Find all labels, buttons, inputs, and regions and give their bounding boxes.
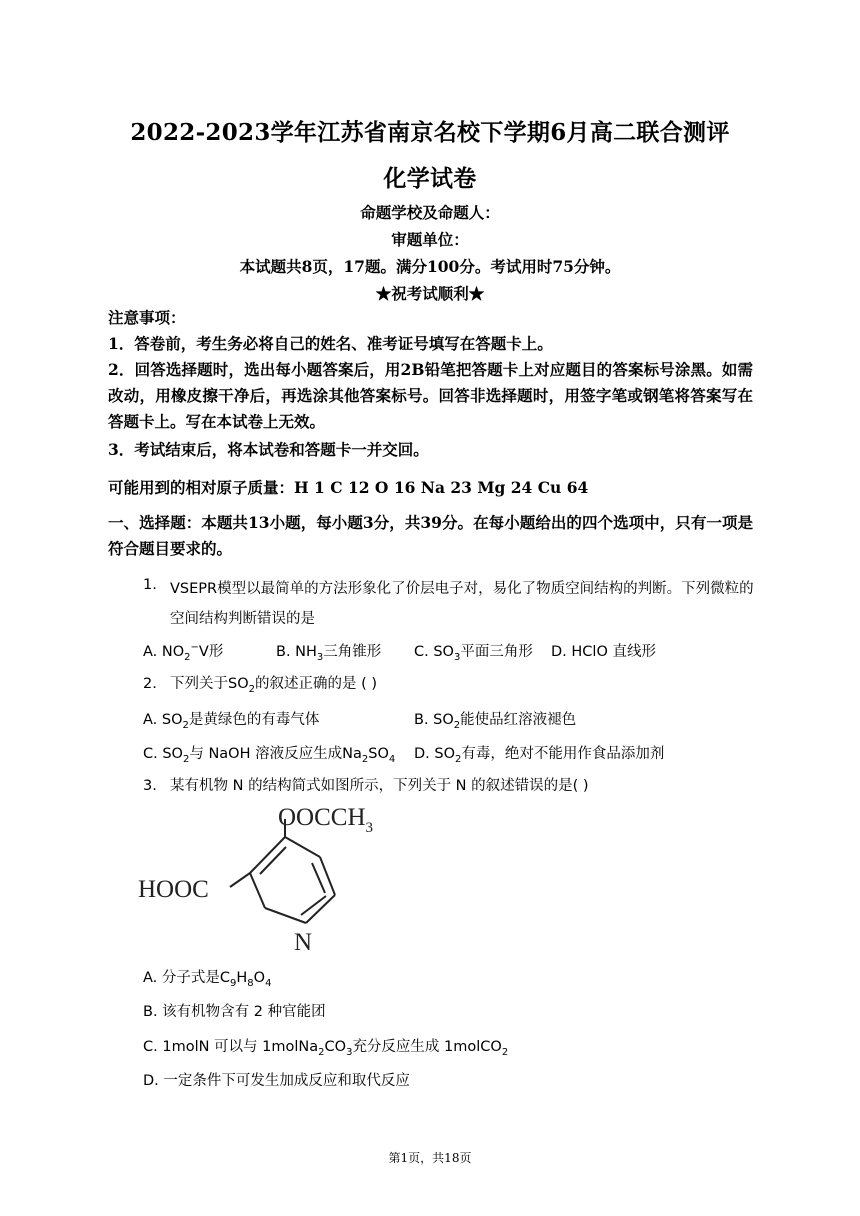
q2-c-formula: SO	[162, 746, 183, 762]
q1-b-label: B.	[276, 644, 291, 660]
q2-d-sub: 2	[455, 753, 462, 765]
section-1-heading: 一、选择题：本题共13小题，每小题3分，共39分。在每小题给出的四个选项中，只有一项是符合题目要求的。	[108, 513, 753, 558]
notes-heading: 注意事项：	[108, 308, 186, 327]
q1-option-c	[414, 640, 533, 663]
q3-stem: 某有机物 N 的结构简式如图所示，下列关于 N 的叙述错误的是( )	[170, 778, 589, 794]
q3-b-label: B.	[143, 1004, 158, 1020]
bond-inner-3	[312, 863, 325, 893]
notes-item-3: 3．考试结束后，将本试卷和答题卡一并交回。	[108, 440, 429, 459]
bond-right	[320, 857, 335, 895]
bond-to-acid	[230, 873, 250, 887]
molecule-nitrogen: N	[294, 929, 313, 956]
q2-number: 2.	[143, 676, 157, 692]
q3-c-sub1: 2	[318, 1046, 325, 1058]
q1-b-text: 三角锥形	[323, 644, 382, 660]
notes-item-1: 1．答卷前，考生务必将自己的姓名、准考证号填写在答题卡上。	[108, 334, 553, 353]
q1-b-formula: NH	[295, 644, 317, 660]
q2-c-sub3: 4	[388, 753, 396, 765]
q2-c-sub2: 2	[361, 753, 369, 765]
q2-option-d	[414, 742, 664, 765]
bond-bottom-left	[265, 908, 306, 923]
q2-c-formula2: Na	[342, 746, 362, 762]
q3-a-sub2: 8	[247, 977, 254, 989]
q3-c-label: C.	[143, 1039, 158, 1055]
q3-option-a	[143, 966, 271, 989]
q2-stem-formula: SO	[228, 676, 249, 692]
q1-d-label: D.	[551, 644, 567, 660]
q2-c-mid: 与 NaOH 溶液反应生成	[189, 746, 343, 762]
q2-option-a	[143, 708, 319, 731]
bond-top-right	[285, 837, 320, 857]
q1-a-sup: −	[190, 642, 199, 654]
q3-a-label: A.	[143, 970, 158, 986]
exam-info: 本试题共8页，17题。满分100分。考试用时75分钟。	[239, 257, 621, 276]
exam-wish: ★祝考试顺利★	[375, 284, 485, 303]
q2-option-b	[414, 708, 576, 731]
exam-title: 2022-2023学年江苏省南京名校下学期6月高二联合测评	[130, 119, 730, 146]
notes-item-2: 2．回答选择题时，选出每小题答案后，用2B铅笔把答题卡上对应题目的答案标号涂黑。如需改动，用橡皮擦干净后，再选涂其他答案标号。回答非选择题时，用签字笔或钢笔将答案写在答题卡上。写在本试卷上无效。	[108, 360, 753, 431]
q1-a-label: A.	[143, 644, 158, 660]
atomic-masses: 可能用到的相对原子质量：H 1 C 12 O 16 Na 23 Mg 24 Cu 64	[108, 478, 589, 497]
bond-inner-2	[260, 847, 286, 874]
q2-d-text: 有毒，绝对不能用作食品添加剂	[461, 746, 665, 762]
bond-inner-1	[301, 896, 326, 915]
q3-number: 3.	[143, 778, 157, 794]
q3-option-d	[143, 1069, 410, 1090]
q3-a-c: C	[219, 970, 231, 986]
reviewer-line: 审题单位：	[391, 230, 469, 249]
page-footer: 第1页，共18页	[388, 1151, 472, 1165]
q2-stem-pre: 下列关于	[170, 676, 228, 692]
q2-a-sub: 2	[182, 719, 189, 731]
setter-line: 命题学校及命题人：	[360, 203, 500, 222]
q1-c-sub: 3	[453, 651, 461, 663]
q1-a-formula: NO	[161, 644, 185, 660]
q3-d-text: 一定条件下可发生加成反应和取代反应	[163, 1073, 410, 1089]
q2-b-label: B.	[414, 712, 429, 728]
q3-c-sub2: 3	[346, 1046, 353, 1058]
q1-option-d	[551, 640, 656, 661]
q2-a-formula: SO	[161, 712, 183, 728]
q1-c-text: 平面三角形	[460, 644, 533, 660]
q3-a-o: O	[253, 970, 266, 986]
q1-option-a	[143, 640, 223, 663]
q1-c-formula: SO	[433, 644, 454, 660]
q3-d-label: D.	[143, 1073, 159, 1089]
q1-option-b	[276, 640, 381, 663]
q3-b-text: 该有机物含有 2 种官能团	[162, 1004, 326, 1020]
q2-d-label: D.	[414, 746, 430, 762]
molecule-structure	[130, 795, 410, 960]
q3-c-mid: CO	[324, 1039, 347, 1055]
q1-b-sub: 3	[316, 651, 324, 663]
q3-a-pre: 分子式是	[161, 970, 220, 986]
q2-a-text: 是黄绿色的有毒气体	[188, 712, 320, 728]
q2-stem	[170, 673, 377, 701]
q1-a-text: V形	[198, 644, 224, 660]
q2-option-c	[143, 742, 395, 765]
q2-c-formula3: SO	[368, 746, 389, 762]
exam-subject: 化学试卷	[383, 165, 477, 192]
q3-c-post: 充分反应生成 1molCO	[352, 1039, 502, 1055]
q2-a-label: A.	[143, 712, 158, 728]
molecule-left-group: HOOC	[138, 876, 209, 903]
q3-option-c	[143, 1035, 508, 1058]
q1-c-label: C.	[414, 644, 429, 660]
q2-b-formula: SO	[433, 712, 454, 728]
q3-a-h: H	[236, 970, 248, 986]
q2-c-label: C.	[143, 746, 158, 762]
q3-option-b	[143, 1000, 326, 1021]
q2-stem-sub: 2	[248, 683, 255, 695]
q3-c-sub3: 2	[501, 1046, 509, 1058]
q2-b-sub: 2	[453, 719, 461, 731]
q1-stem: VSEPR模型以最简单的方法形象化了价层电子对，易化了物质空间结构的判断。下列微粒的空间结构判断错误的是	[170, 581, 754, 627]
q3-c-pre: 1molN 可以与 1molNa	[162, 1039, 319, 1055]
q3-a-sub3: 4	[265, 977, 272, 989]
q1-number: 1.	[143, 577, 157, 593]
q2-c-sub: 2	[182, 753, 190, 765]
q1-d-text: HClO 直线形	[571, 644, 656, 660]
molecule-top-group: $OOCCH_3$	[278, 804, 374, 836]
q2-b-text: 能使品红溶液褪色	[460, 712, 577, 728]
q1-a-sub: 2	[184, 651, 191, 663]
bond-left	[250, 873, 265, 908]
q2-d-formula: SO	[434, 746, 456, 762]
q2-stem-post: 的叙述正确的是 ( )	[255, 676, 378, 692]
q3-a-sub1: 9	[230, 977, 237, 989]
